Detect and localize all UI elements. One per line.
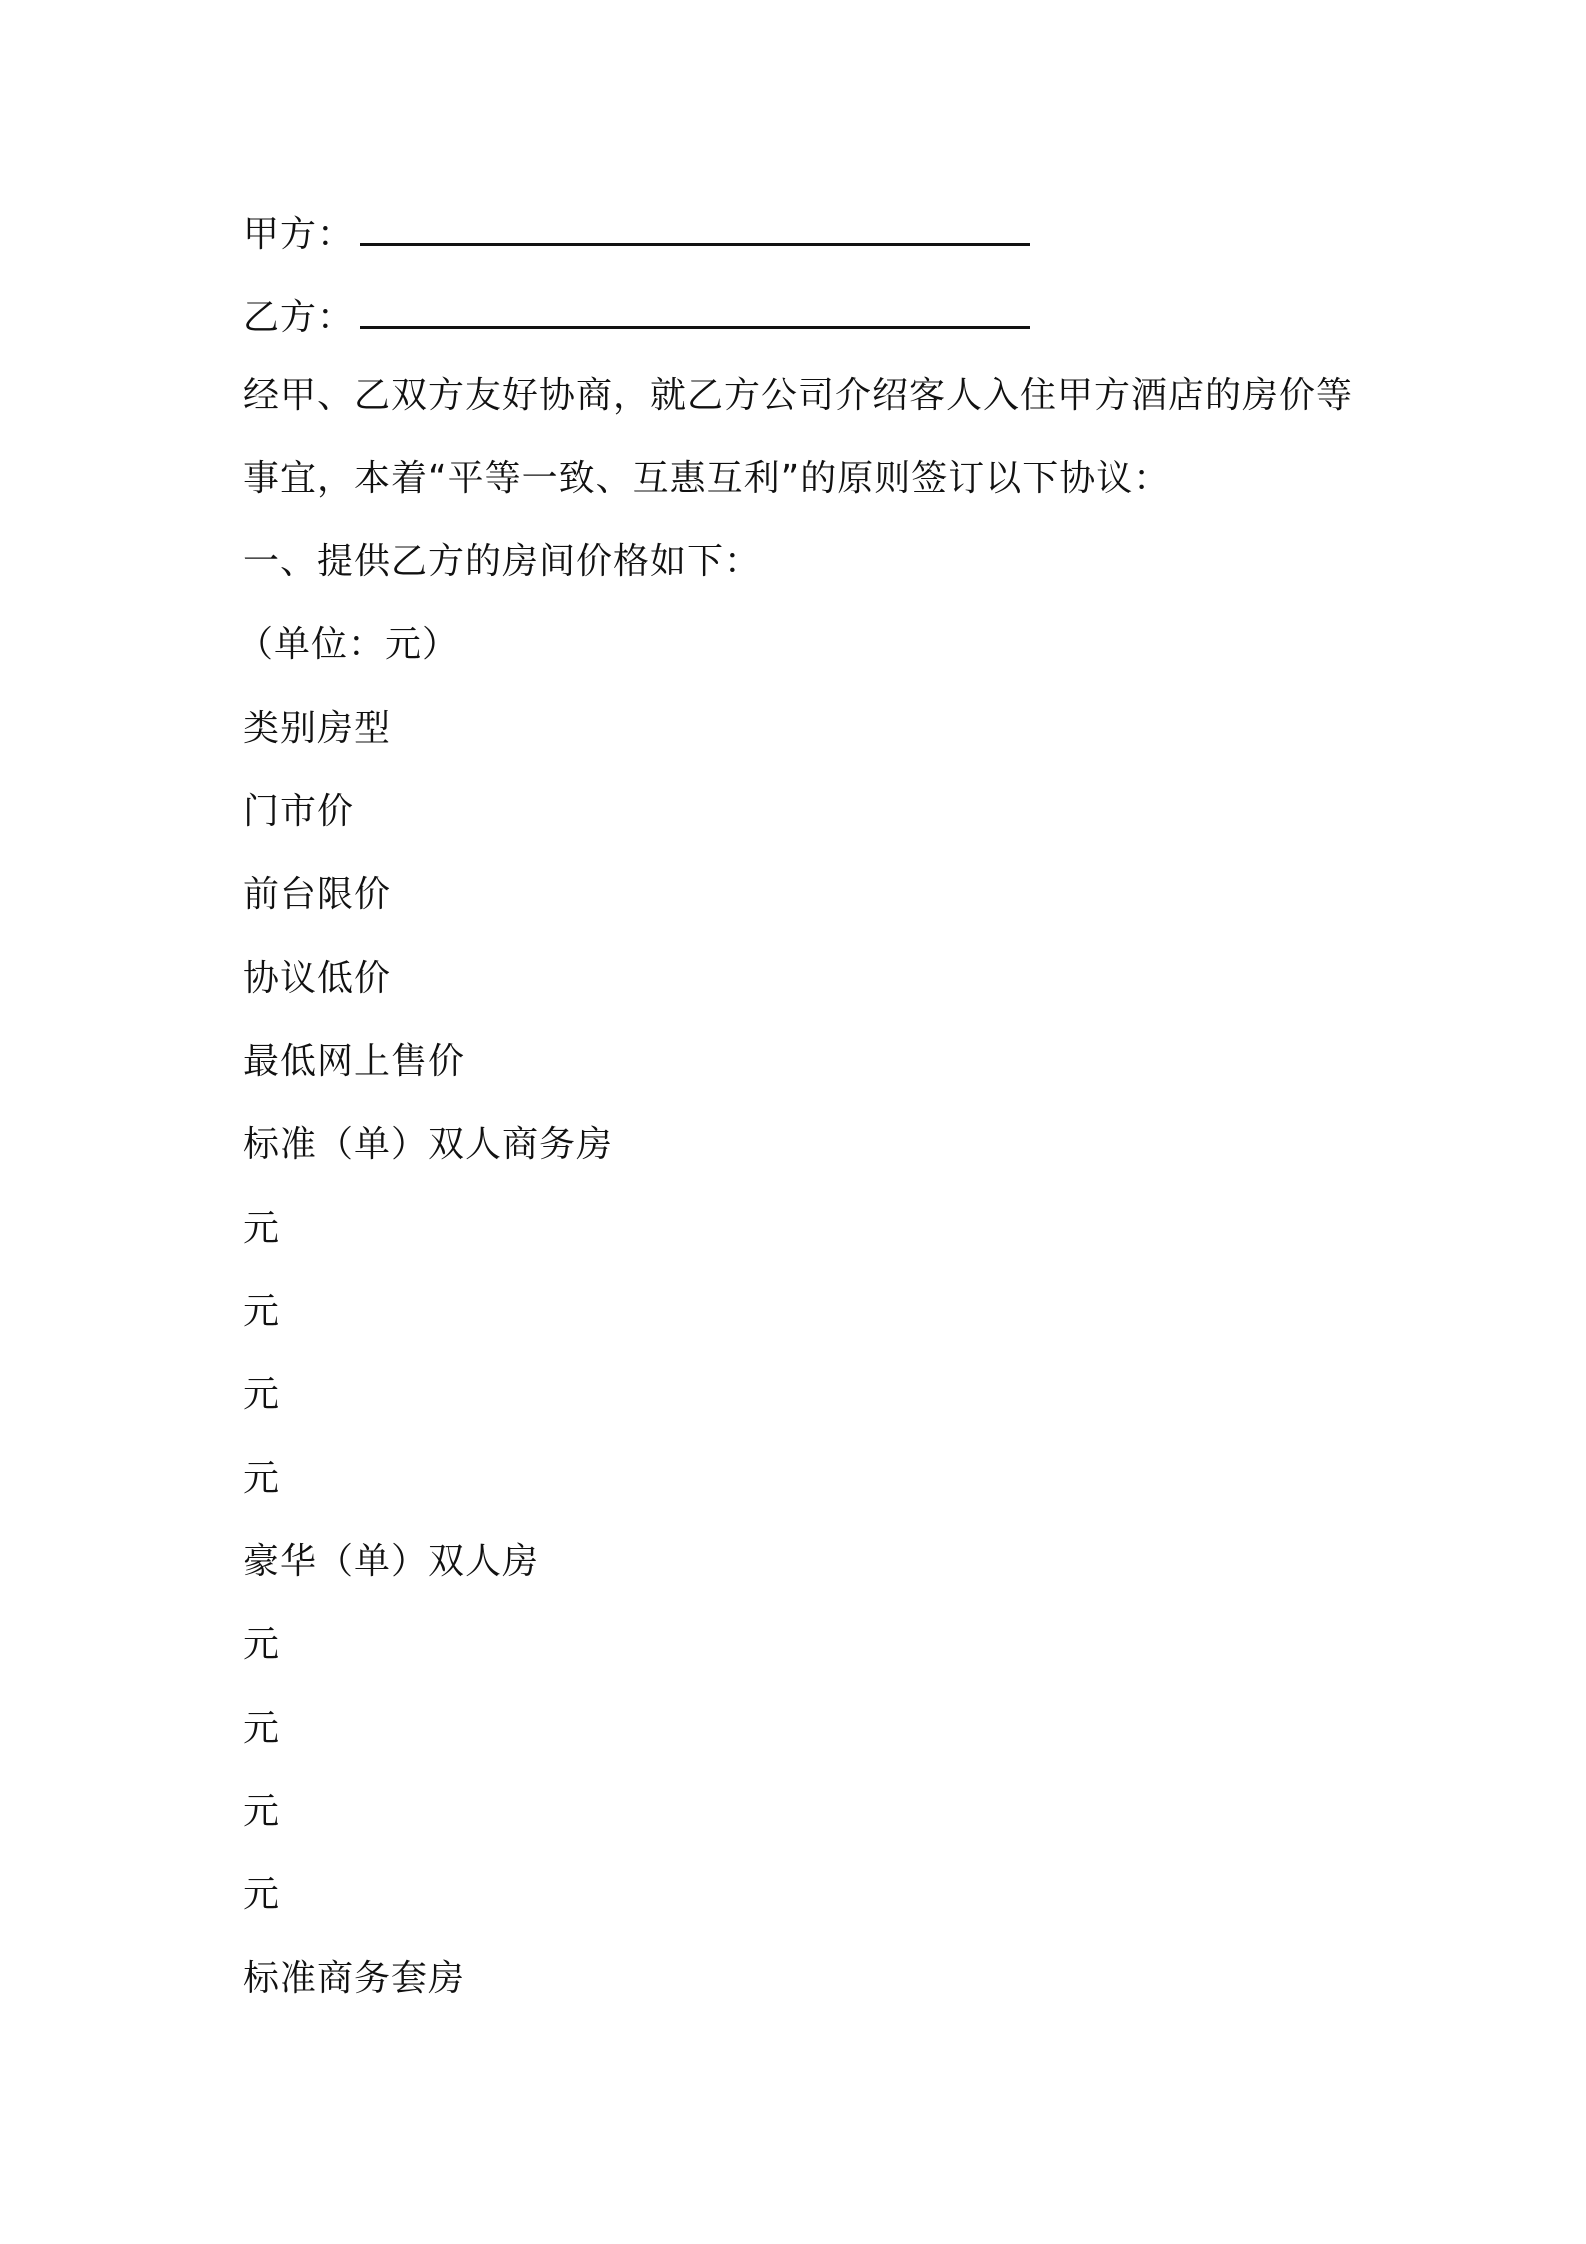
party-a-row xyxy=(243,211,1030,259)
room-2-price: 元 xyxy=(243,1624,281,1665)
header-online-rate: 最低网上售价 xyxy=(243,1041,466,1082)
party-a-label: 甲方： xyxy=(243,214,355,255)
header-rack-rate: 门市价 xyxy=(243,791,355,832)
room-2-price: 元 xyxy=(243,1874,281,1915)
header-agreement-rate: 协议低价 xyxy=(243,958,392,999)
room-1-price: 元 xyxy=(243,1458,281,1499)
header-front-desk-rate: 前台限价 xyxy=(243,874,392,915)
party-a-blank xyxy=(360,239,1030,246)
party-b-row xyxy=(243,294,1030,342)
room-type-2: 豪华（单）双人房 xyxy=(243,1541,540,1582)
room-1-price: 元 xyxy=(243,1374,281,1415)
room-1-price: 元 xyxy=(243,1291,281,1332)
room-type-3: 标准商务套房 xyxy=(243,1958,466,1999)
room-2-price: 元 xyxy=(243,1791,281,1832)
room-1-price: 元 xyxy=(243,1208,281,1249)
room-type-1: 标准（单）双人商务房 xyxy=(243,1124,614,1165)
unit-note: （单位：元） xyxy=(237,624,460,665)
party-b-label: 乙方： xyxy=(243,297,355,338)
intro-line-1: 经甲、乙双方友好协商，就乙方公司介绍客人入住甲方酒店的房价等 xyxy=(243,375,1354,416)
party-b-blank xyxy=(360,322,1030,329)
header-room-type: 类别房型 xyxy=(243,708,392,749)
room-2-price: 元 xyxy=(243,1708,281,1749)
intro-line-2: 事宜，本着“平等一致、互惠互利”的原则签订以下协议： xyxy=(243,458,1171,499)
section-1-heading: 一、提供乙方的房间价格如下： xyxy=(243,541,762,582)
